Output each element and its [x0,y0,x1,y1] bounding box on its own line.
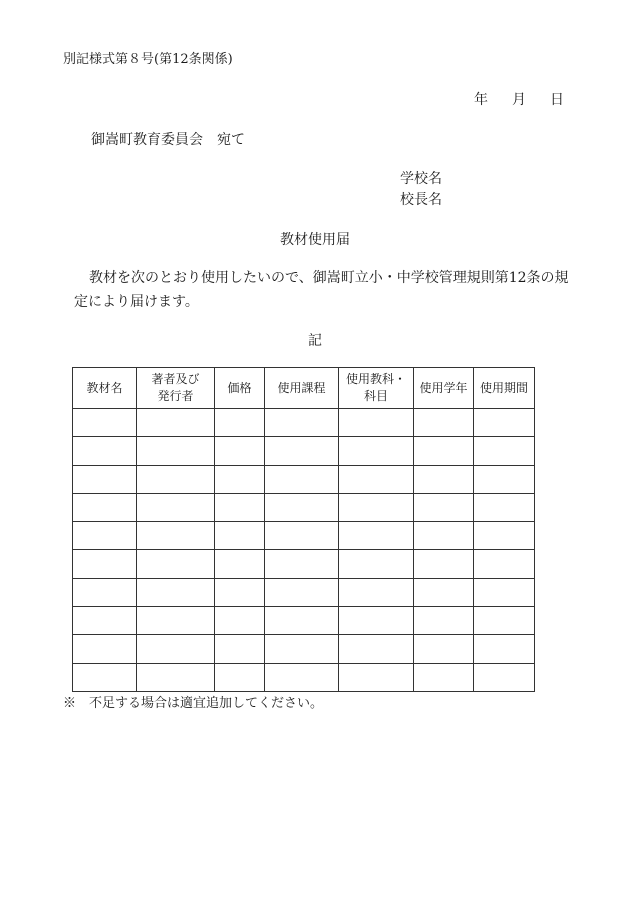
header-line2: 発行者 [157,389,194,403]
table-cell[interactable] [73,465,137,493]
materials-table [72,367,535,692]
table-row [73,465,535,493]
table-cell[interactable] [474,607,535,635]
table-cell[interactable] [265,409,339,437]
table-cell[interactable] [73,607,137,635]
table-cell[interactable] [137,465,215,493]
header-line1: 教材名 [86,380,123,395]
table-cell[interactable] [215,437,265,465]
table-cell[interactable] [474,522,535,550]
date-day: 日 [550,92,564,108]
date-month: 月 [512,92,526,108]
header-line1: 著者及び [151,372,200,386]
table-cell[interactable] [73,522,137,550]
header-cell [265,368,339,409]
header-line1: 使用期間 [479,380,528,395]
table-cell[interactable] [73,635,137,663]
table-cell[interactable] [339,522,414,550]
header-cell [414,368,474,409]
table-cell[interactable] [265,663,339,691]
table-cell[interactable] [265,493,339,521]
table-cell[interactable] [215,465,265,493]
table-cell[interactable] [414,578,474,606]
footnote: ※ 不足する場合は適宜追加してください。 [63,696,324,711]
header-cell [474,368,535,409]
header-line1: 使用教科・ [345,372,406,386]
ki-heading: 記 [308,333,322,349]
table-cell[interactable] [474,437,535,465]
table-cell[interactable] [474,663,535,691]
principal-name-label: 校長名 [400,192,442,208]
table-cell[interactable] [339,607,414,635]
table-cell[interactable] [414,493,474,521]
table-cell[interactable] [339,550,414,578]
table-cell[interactable] [265,465,339,493]
table-row [73,437,535,465]
table-cell[interactable] [414,437,474,465]
body-text: 教材を次のとおり使用したいので、御嵩町立小・中学校管理規則第12条の規定により届けます。 [74,270,569,310]
table-cell[interactable] [339,578,414,606]
table-cell[interactable] [73,493,137,521]
table-cell[interactable] [265,437,339,465]
table-cell[interactable] [265,635,339,663]
table-cell[interactable] [339,493,414,521]
table-cell[interactable] [265,607,339,635]
date-year: 年 [474,92,488,108]
table-cell[interactable] [339,409,414,437]
table-cell[interactable] [73,663,137,691]
table-cell[interactable] [137,663,215,691]
table-cell[interactable] [73,578,137,606]
table-cell[interactable] [73,550,137,578]
table-cell[interactable] [474,635,535,663]
table-cell[interactable] [265,550,339,578]
table-cell[interactable] [414,409,474,437]
table-row [73,607,535,635]
table-cell[interactable] [474,409,535,437]
table-cell[interactable] [265,522,339,550]
table-cell[interactable] [474,550,535,578]
table-cell[interactable] [339,635,414,663]
table-cell[interactable] [215,550,265,578]
table-cell[interactable] [215,522,265,550]
header-line2: 科目 [363,389,388,403]
table-cell[interactable] [474,493,535,521]
header-cell [137,368,215,409]
table-row [73,663,535,691]
table-cell[interactable] [215,409,265,437]
table-cell[interactable] [414,607,474,635]
table-cell[interactable] [215,635,265,663]
table-cell[interactable] [414,663,474,691]
table-header-row [73,368,535,409]
table-cell[interactable] [339,437,414,465]
table-row [73,635,535,663]
table-cell[interactable] [137,607,215,635]
header-cell [73,368,137,409]
table-row [73,550,535,578]
table-cell[interactable] [414,522,474,550]
table-row [73,522,535,550]
table-cell[interactable] [73,409,137,437]
date-line [474,89,564,109]
table-cell[interactable] [137,437,215,465]
header-cell [339,368,414,409]
addressee: 御嵩町教育委員会 宛て [91,132,245,148]
table-cell[interactable] [339,465,414,493]
table-cell[interactable] [137,635,215,663]
table-cell[interactable] [414,550,474,578]
table-cell[interactable] [215,607,265,635]
table-cell[interactable] [137,409,215,437]
table-cell[interactable] [215,663,265,691]
table-cell[interactable] [137,522,215,550]
table-row [73,578,535,606]
document-title: 教材使用届 [280,232,350,248]
table-cell[interactable] [73,437,137,465]
header-cell [215,368,265,409]
header-line1: 使用学年 [419,380,468,395]
header-line1: 価格 [227,380,252,395]
table-cell[interactable] [339,663,414,691]
table-cell[interactable] [137,493,215,521]
header-line1: 使用課程 [277,380,326,395]
table-cell[interactable] [414,465,474,493]
table-cell[interactable] [474,465,535,493]
table-row [73,409,535,437]
table-cell[interactable] [215,493,265,521]
table-cell[interactable] [265,578,339,606]
table-cell[interactable] [137,550,215,578]
table-cell[interactable] [414,635,474,663]
school-name-label: 学校名 [400,171,442,187]
table-cell[interactable] [474,578,535,606]
form-number: 別記様式第８号(第12条関係) [63,52,233,67]
table-cell[interactable] [137,578,215,606]
table-cell[interactable] [215,578,265,606]
table-row [73,493,535,521]
